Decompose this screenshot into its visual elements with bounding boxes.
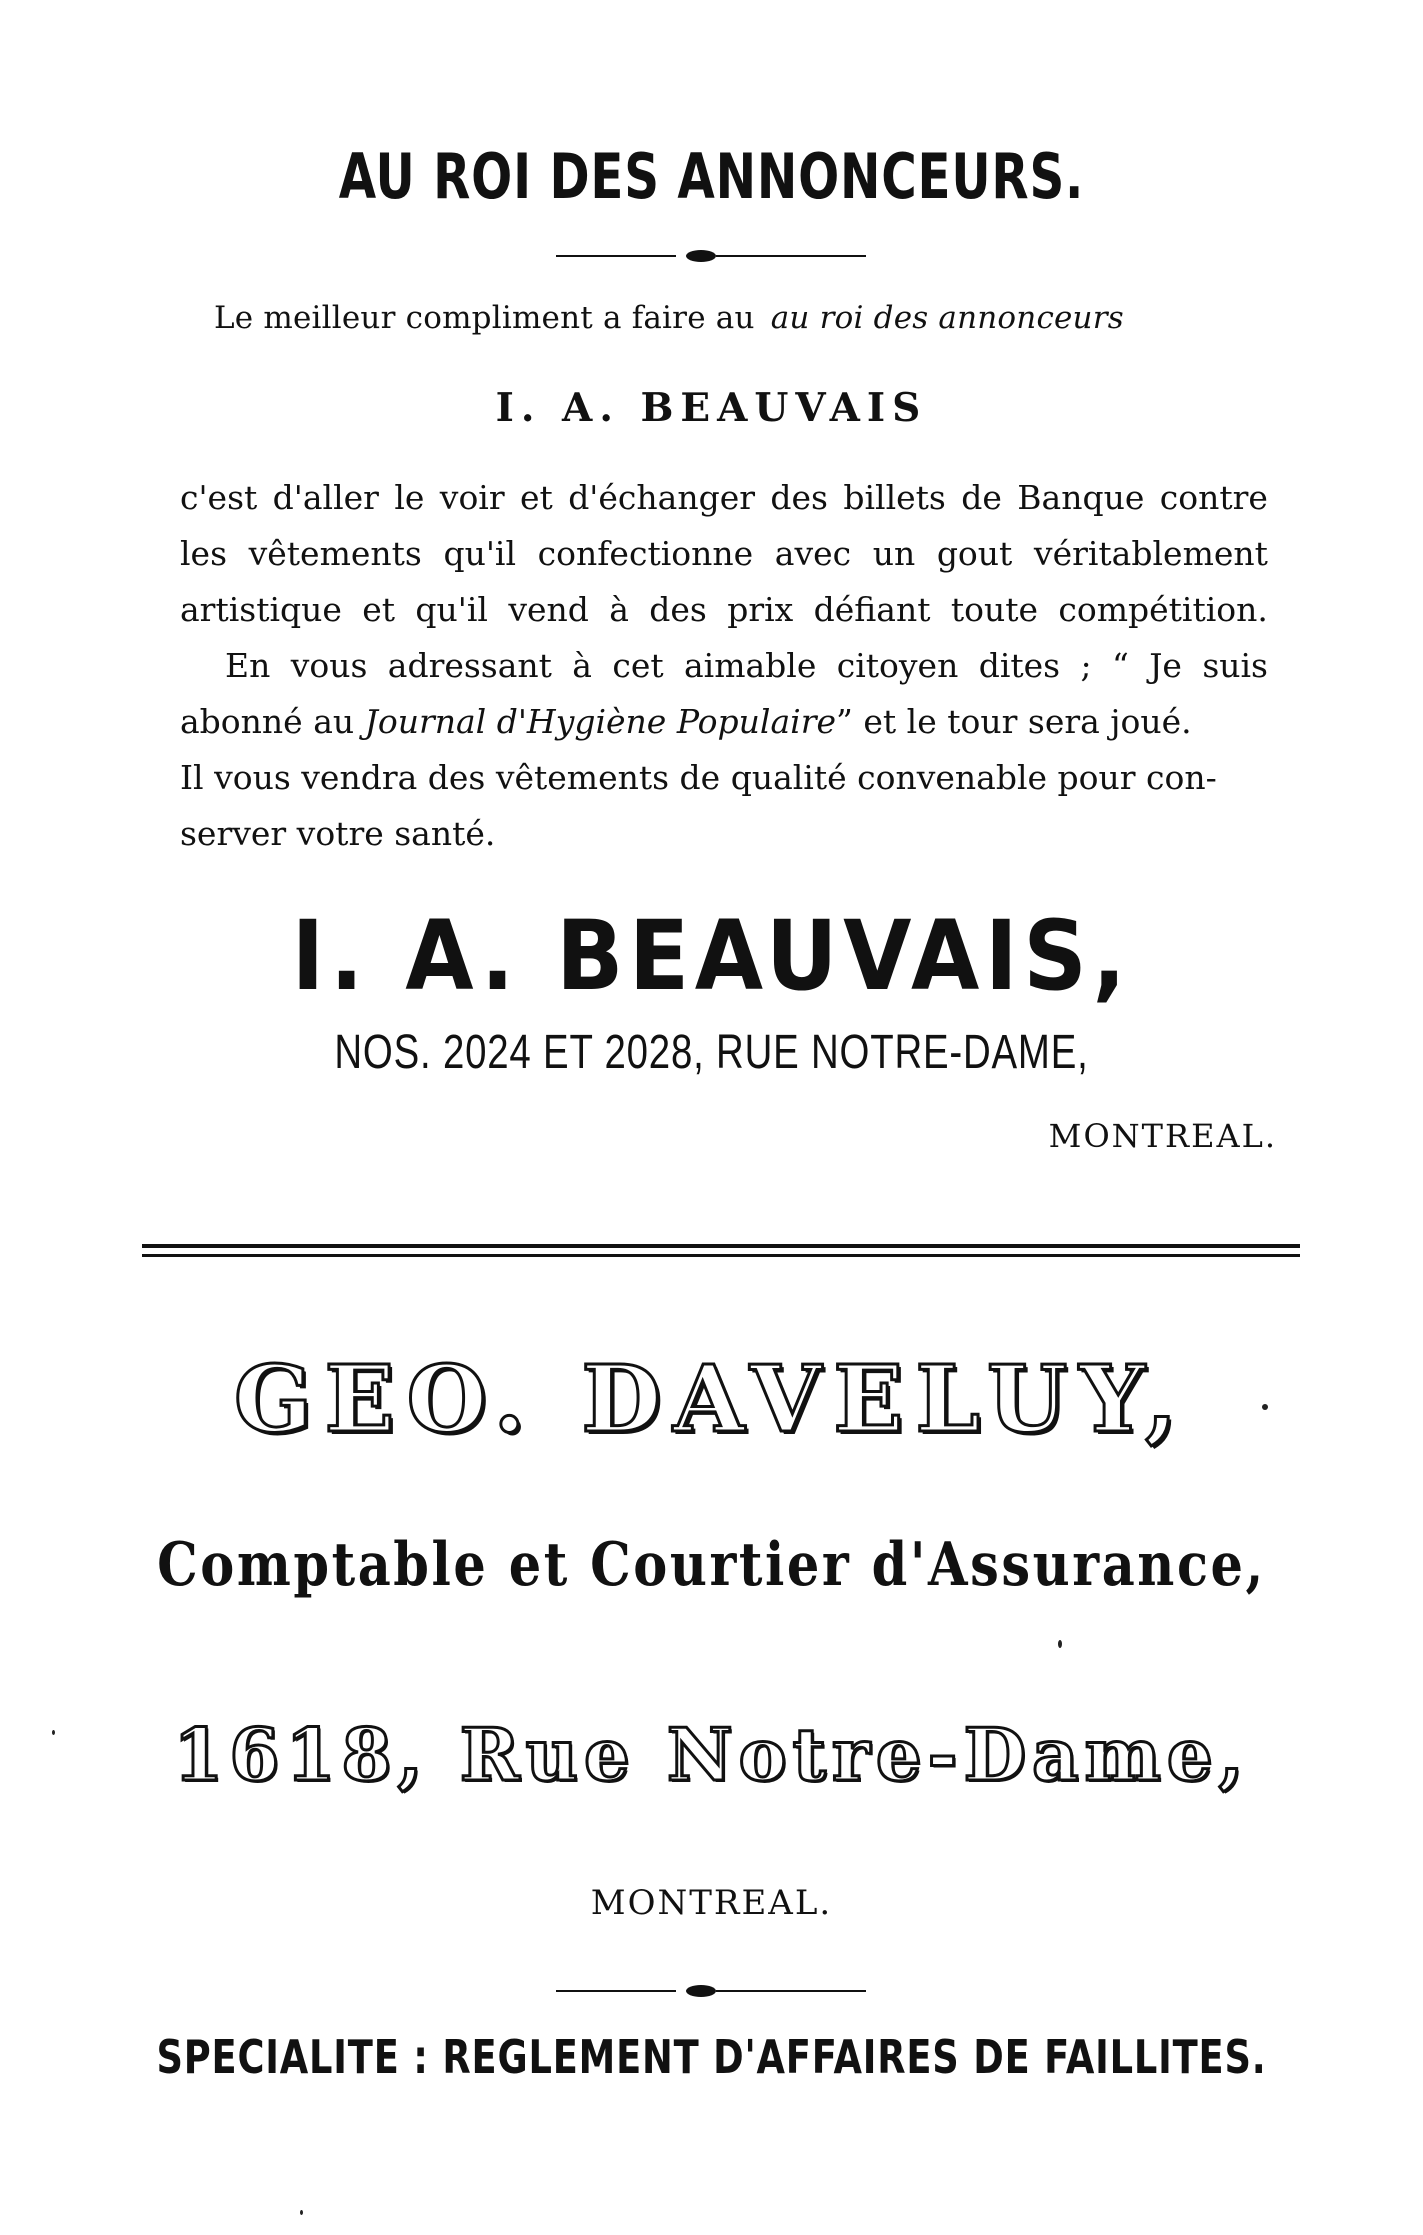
paragraph-word: compétition. <box>1058 590 1268 629</box>
paragraph-word: véritablement <box>1033 534 1268 573</box>
ad1-address: NOS. 2024 ET 2028, RUE NOTRE-DAME, <box>334 1026 1089 1079</box>
ad1-paragraph-line-4 <box>180 638 1268 694</box>
paragraph-word: suis <box>1202 646 1268 685</box>
paragraph-word: dites <box>978 646 1061 685</box>
line7-text: server votre santé. <box>180 814 496 853</box>
ad2-specialty: SPECIALITE : REGLEMENT D'AFFAIRES DE FAILLITES. <box>156 2030 1267 2084</box>
paragraph-word: qu'il <box>415 590 488 629</box>
paragraph-word: qu'il <box>443 534 517 573</box>
paragraph-word: Banque <box>1017 478 1145 517</box>
ad1-paragraph-line-3 <box>180 582 1268 638</box>
line5-before: abonné au <box>180 702 355 741</box>
print-speck <box>1058 1640 1062 1648</box>
ad1-paragraph <box>180 470 1268 862</box>
paragraph-word: En <box>225 646 271 685</box>
paragraph-word: billets <box>843 478 946 517</box>
ornament-divider-bottom <box>556 1982 866 2000</box>
paragraph-word: Je <box>1149 646 1182 685</box>
paragraph-word: “ <box>1111 646 1129 685</box>
paragraph-word: les <box>180 534 228 573</box>
paragraph-word: des <box>649 590 707 629</box>
paragraph-word: et <box>520 478 553 517</box>
ad1-intro <box>214 300 1124 336</box>
paragraph-word: confectionne <box>537 534 754 573</box>
ad2-city: MONTREAL. <box>590 1883 833 1923</box>
ad1-paragraph-line-6 <box>180 750 1268 806</box>
ad1-intro-text: Le meilleur compliment a faire au <box>214 300 755 336</box>
ad2-title: Comptable et Courtier d'Assurance, <box>157 1530 1266 1600</box>
ad2-name: GEO. DAVELUY, <box>233 1345 1190 1453</box>
paragraph-word: défiant <box>813 590 931 629</box>
paragraph-word: artistique <box>180 590 342 629</box>
paragraph-word: c'est <box>180 478 258 517</box>
paragraph-word: de <box>961 478 1002 517</box>
paragraph-word: à <box>572 646 592 685</box>
paragraph-word: vous <box>290 646 368 685</box>
paragraph-word: vêtements <box>248 534 422 573</box>
ad1-paragraph-line-2 <box>180 526 1268 582</box>
ad1-paragraph-line-1 <box>180 470 1268 526</box>
print-speck <box>52 1730 55 1735</box>
ad2-address: 1618, Rue Notre-Dame, <box>173 1712 1250 1797</box>
print-speck <box>1262 1404 1268 1410</box>
paragraph-word: un <box>872 534 916 573</box>
ornament-divider-top <box>556 247 866 265</box>
paragraph-word: contre <box>1159 478 1268 517</box>
line5-journal-title: Journal d'Hygiène Populaire <box>364 702 837 741</box>
ad1-headline: AU ROI DES ANNONCEURS. <box>338 140 1085 213</box>
paragraph-word: adressant <box>387 646 552 685</box>
paragraph-word: d'aller <box>272 478 379 517</box>
paragraph-word: vend <box>508 590 589 629</box>
paragraph-word: prix <box>727 590 794 629</box>
line5-after: ” et le tour sera joué. <box>836 702 1192 741</box>
paragraph-word: cet <box>612 646 664 685</box>
paragraph-word: avec <box>774 534 852 573</box>
paragraph-word: gout <box>936 534 1013 573</box>
paragraph-word: le <box>394 478 425 517</box>
line6-text: Il vous vendra des vêtements de qualité convenable pour con- <box>180 758 1217 797</box>
paragraph-word: des <box>770 478 828 517</box>
paragraph-word: à <box>609 590 629 629</box>
section-divider-rule <box>142 1244 1300 1258</box>
paragraph-word: citoyen <box>836 646 959 685</box>
print-speck <box>300 2210 303 2215</box>
ad1-name-caps: I. A. BEAUVAIS <box>495 385 928 431</box>
paragraph-word: toute <box>950 590 1039 629</box>
ad1-city: MONTREAL. <box>1048 1117 1277 1155</box>
paragraph-word: et <box>362 590 396 629</box>
paragraph-word: voir <box>439 478 505 517</box>
paragraph-word: d'échanger <box>568 478 756 517</box>
ad1-intro-italic: au roi des annonceurs <box>770 300 1124 336</box>
ad1-big-name: I. A. BEAUVAIS, <box>291 900 1132 1012</box>
ad1-paragraph-line-5 <box>180 694 1268 750</box>
paragraph-word: aimable <box>683 646 817 685</box>
paragraph-word: ; <box>1080 646 1092 685</box>
ad1-paragraph-line-7 <box>180 806 1268 862</box>
